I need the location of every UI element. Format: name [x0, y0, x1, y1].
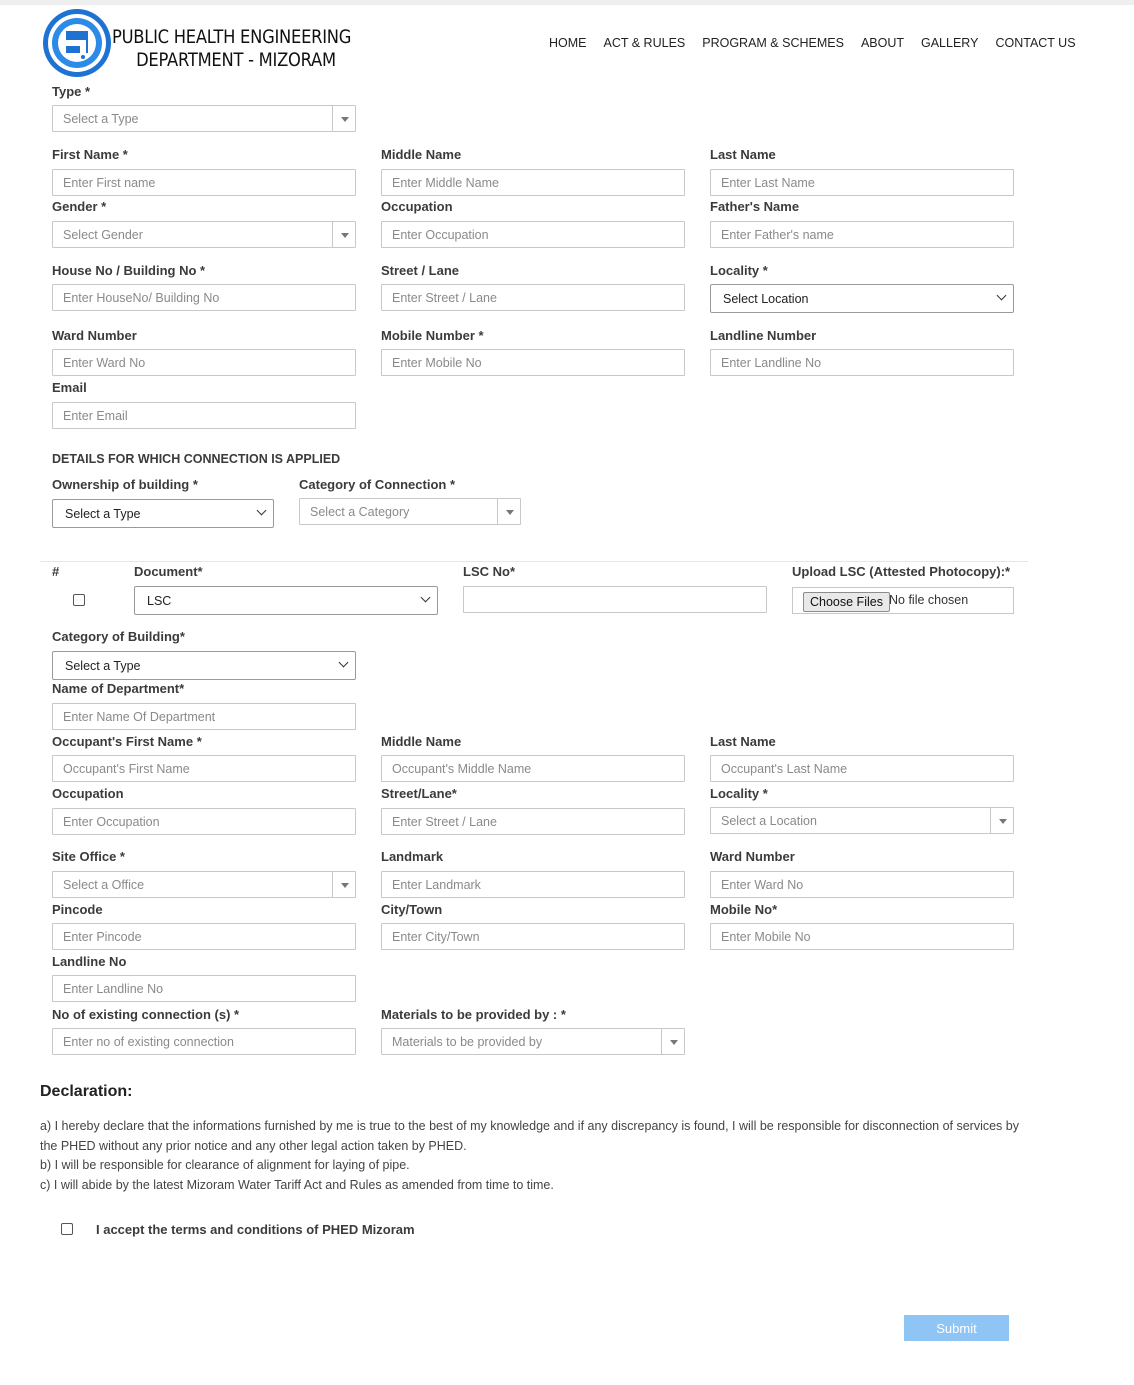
house-no-label: House No / Building No * — [52, 263, 206, 278]
doc-col-document: Document* — [134, 564, 203, 579]
type-label: Type * — [52, 84, 91, 99]
divider — [40, 561, 1028, 562]
ward-placeholder: Enter Ward No — [63, 356, 146, 370]
nav-programs[interactable]: PROGRAM & SCHEMES — [702, 36, 844, 50]
ownership-select[interactable] — [52, 499, 274, 528]
landline-input[interactable] — [710, 349, 1014, 376]
dropdown-arrow-icon — [332, 106, 355, 131]
occupant-first-name-input[interactable] — [52, 755, 356, 782]
occupation-label: Occupation — [381, 199, 453, 214]
brand-line2: DEPARTMENT - MIZORAM — [136, 49, 336, 71]
declaration-a: a) I hereby declare that the informations furnished by me is true to the best of my knowledge and if any discrepancy is found, I will be responsible for disconnection of services by the PHED without any prior notice and any other legal action taken by PHED. — [40, 1119, 1019, 1153]
first-name-input[interactable] — [52, 169, 356, 196]
landline-placeholder: Enter Landline No — [721, 356, 822, 370]
last-name-input[interactable] — [710, 169, 1014, 196]
occupant-street-label: Street/Lane* — [381, 786, 457, 801]
email-placeholder: Enter Email — [63, 409, 128, 423]
declaration-title: Declaration: — [40, 1083, 133, 1100]
occupant-landline-label: Landline No — [52, 954, 127, 969]
occupant-first-name-label: Occupant's First Name * — [52, 734, 202, 749]
category-building-label: Category of Building* — [52, 629, 185, 644]
occupant-last-name-label: Last Name — [710, 734, 776, 749]
declaration-b: b) I will be responsible for clearance of alignment for laying of pipe. — [40, 1158, 410, 1172]
occupant-occupation-input[interactable] — [52, 808, 356, 835]
accept-terms-checkbox[interactable] — [61, 1223, 73, 1235]
city-input[interactable] — [381, 923, 685, 950]
dropdown-arrow-icon — [661, 1029, 684, 1054]
occupant-mobile-placeholder: Enter Mobile No — [721, 930, 811, 944]
nav-home[interactable]: HOME — [549, 36, 587, 50]
nav-gallery[interactable]: GALLERY — [921, 36, 979, 50]
brand-title — [112, 26, 351, 72]
mobile-label: Mobile Number * — [381, 328, 484, 343]
father-name-placeholder: Enter Father's name — [721, 228, 834, 242]
mobile-placeholder: Enter Mobile No — [392, 356, 482, 370]
document-select[interactable] — [134, 586, 438, 615]
email-input[interactable] — [52, 402, 356, 429]
street-input[interactable] — [381, 284, 685, 311]
doc-col-lsc-no: LSC No* — [463, 564, 515, 579]
city-label: City/Town — [381, 902, 443, 917]
last-name-placeholder: Enter Last Name — [721, 176, 815, 190]
connection-section-title: DETAILS FOR WHICH CONNECTION IS APPLIED — [52, 452, 341, 466]
house-no-input[interactable] — [52, 284, 356, 311]
nav-act-rules[interactable]: ACT & RULES — [603, 36, 686, 50]
existing-connection-input[interactable] — [52, 1028, 356, 1055]
category-connection-label: Category of Connection * — [299, 477, 456, 492]
pincode-placeholder: Enter Pincode — [63, 930, 142, 944]
ownership-label: Ownership of building * — [52, 477, 198, 492]
pincode-label: Pincode — [52, 902, 103, 917]
occupation-input[interactable] — [381, 221, 685, 248]
occupant-mobile-input[interactable] — [710, 923, 1014, 950]
no-file-text: No file chosen — [889, 593, 969, 607]
gender-select[interactable] — [52, 221, 356, 248]
father-name-input[interactable] — [710, 221, 1014, 248]
occupant-locality-label: Locality * — [710, 786, 768, 801]
category-building-select[interactable] — [52, 651, 356, 680]
submit-button[interactable]: Submit — [904, 1315, 1009, 1341]
type-select[interactable] — [52, 105, 356, 132]
occupant-street-input[interactable] — [381, 808, 685, 835]
doc-col-upload: Upload LSC (Attested Photocopy):* — [792, 564, 1011, 579]
occupant-mobile-label: Mobile No* — [710, 902, 778, 917]
occupant-street-placeholder: Enter Street / Lane — [392, 815, 497, 829]
chevron-down-icon — [257, 506, 267, 516]
mobile-input[interactable] — [381, 349, 685, 376]
site-office-label: Site Office * — [52, 849, 125, 864]
document-value: LSC — [147, 594, 172, 608]
ownership-value: Select a Type — [65, 507, 141, 521]
landmark-input[interactable] — [381, 871, 685, 898]
gender-placeholder: Select Gender — [63, 228, 143, 242]
declaration-c: c) I will abide by the latest Mizoram Water Tariff Act and Rules as amended from time to time. — [40, 1177, 554, 1192]
materials-placeholder: Materials to be provided by — [392, 1035, 543, 1049]
brand-line1: PUBLIC HEALTH ENGINEERING — [112, 26, 352, 48]
city-placeholder: Enter City/Town — [392, 930, 480, 944]
main-nav — [549, 36, 1093, 50]
category-building-value: Select a Type — [65, 659, 141, 673]
phed-logo[interactable] — [42, 7, 112, 79]
lsc-file-upload[interactable] — [792, 587, 1014, 614]
occupant-ward-placeholder: Enter Ward No — [721, 878, 804, 892]
occupation-placeholder: Enter Occupation — [392, 228, 489, 242]
dropdown-arrow-icon — [332, 222, 355, 247]
occupant-ward-label: Ward Number — [710, 849, 795, 864]
landmark-label: Landmark — [381, 849, 444, 864]
category-connection-select[interactable] — [299, 498, 521, 525]
existing-connection-placeholder: Enter no of existing connection — [63, 1035, 234, 1049]
document-row-checkbox[interactable] — [73, 594, 85, 606]
chevron-down-icon — [339, 658, 349, 668]
occupant-last-name-input[interactable] — [710, 755, 1014, 782]
accept-terms-label: I accept the terms and conditions of PHED Mizoram — [96, 1222, 415, 1237]
street-label: Street / Lane — [381, 263, 460, 278]
middle-name-label: Middle Name — [381, 147, 462, 162]
occupant-first-name-placeholder: Occupant's First Name — [63, 762, 190, 776]
lsc-no-input[interactable] — [463, 586, 767, 613]
top-border — [0, 0, 1134, 5]
landline-label: Landline Number — [710, 328, 817, 343]
occupant-middle-name-input[interactable] — [381, 755, 685, 782]
category-connection-placeholder: Select a Category — [310, 505, 410, 519]
site-office-select[interactable] — [52, 871, 356, 898]
dropdown-arrow-icon — [990, 808, 1013, 833]
occupant-last-name-placeholder: Occupant's Last Name — [721, 762, 848, 776]
occupant-middle-name-label: Middle Name — [381, 734, 462, 749]
first-name-placeholder: Enter First name — [63, 176, 156, 190]
nav-about[interactable]: ABOUT — [860, 36, 904, 50]
first-name-label: First Name * — [52, 147, 128, 162]
occupant-occupation-placeholder: Enter Occupation — [63, 815, 160, 829]
choose-files-button[interactable]: Choose Files — [803, 592, 890, 612]
locality-select[interactable] — [710, 284, 1014, 313]
department-label: Name of Department* — [52, 681, 185, 696]
locality-label: Locality * — [710, 263, 768, 278]
occupant-middle-name-placeholder: Occupant's Middle Name — [392, 762, 532, 776]
doc-col-number: # — [52, 564, 60, 579]
existing-connection-label: No of existing connection (s) * — [52, 1007, 240, 1022]
gender-label: Gender * — [52, 199, 107, 214]
occupant-locality-select[interactable] — [710, 807, 1014, 834]
dropdown-arrow-icon — [497, 499, 520, 524]
middle-name-input[interactable] — [381, 169, 685, 196]
chevron-down-icon — [421, 593, 431, 603]
type-placeholder: Select a Type — [63, 112, 139, 126]
house-no-placeholder: Enter HouseNo/ Building No — [63, 291, 220, 305]
ward-label: Ward Number — [52, 328, 137, 343]
materials-label: Materials to be provided by : * — [381, 1007, 566, 1022]
middle-name-placeholder: Enter Middle Name — [392, 176, 499, 190]
declaration-text — [40, 1117, 1030, 1195]
father-name-label: Father's Name — [710, 199, 800, 214]
occupant-locality-placeholder: Select a Location — [721, 814, 817, 828]
occupant-landline-placeholder: Enter Landline No — [63, 982, 164, 996]
ward-input[interactable] — [52, 349, 356, 376]
nav-contact[interactable]: CONTACT US — [995, 36, 1076, 50]
dropdown-arrow-icon — [332, 872, 355, 897]
department-input[interactable] — [52, 703, 356, 730]
last-name-label: Last Name — [710, 147, 776, 162]
locality-value: Select Location — [723, 292, 809, 306]
occupant-occupation-label: Occupation — [52, 786, 124, 801]
occupant-landline-input[interactable] — [52, 975, 356, 1002]
chevron-down-icon — [997, 291, 1007, 301]
occupant-ward-input[interactable] — [710, 871, 1014, 898]
department-placeholder: Enter Name Of Department — [63, 710, 216, 724]
materials-select[interactable] — [381, 1028, 685, 1055]
landmark-placeholder: Enter Landmark — [392, 878, 481, 892]
email-label: Email — [52, 380, 87, 395]
street-placeholder: Enter Street / Lane — [392, 291, 497, 305]
site-office-placeholder: Select a Office — [63, 878, 145, 892]
pincode-input[interactable] — [52, 923, 356, 950]
